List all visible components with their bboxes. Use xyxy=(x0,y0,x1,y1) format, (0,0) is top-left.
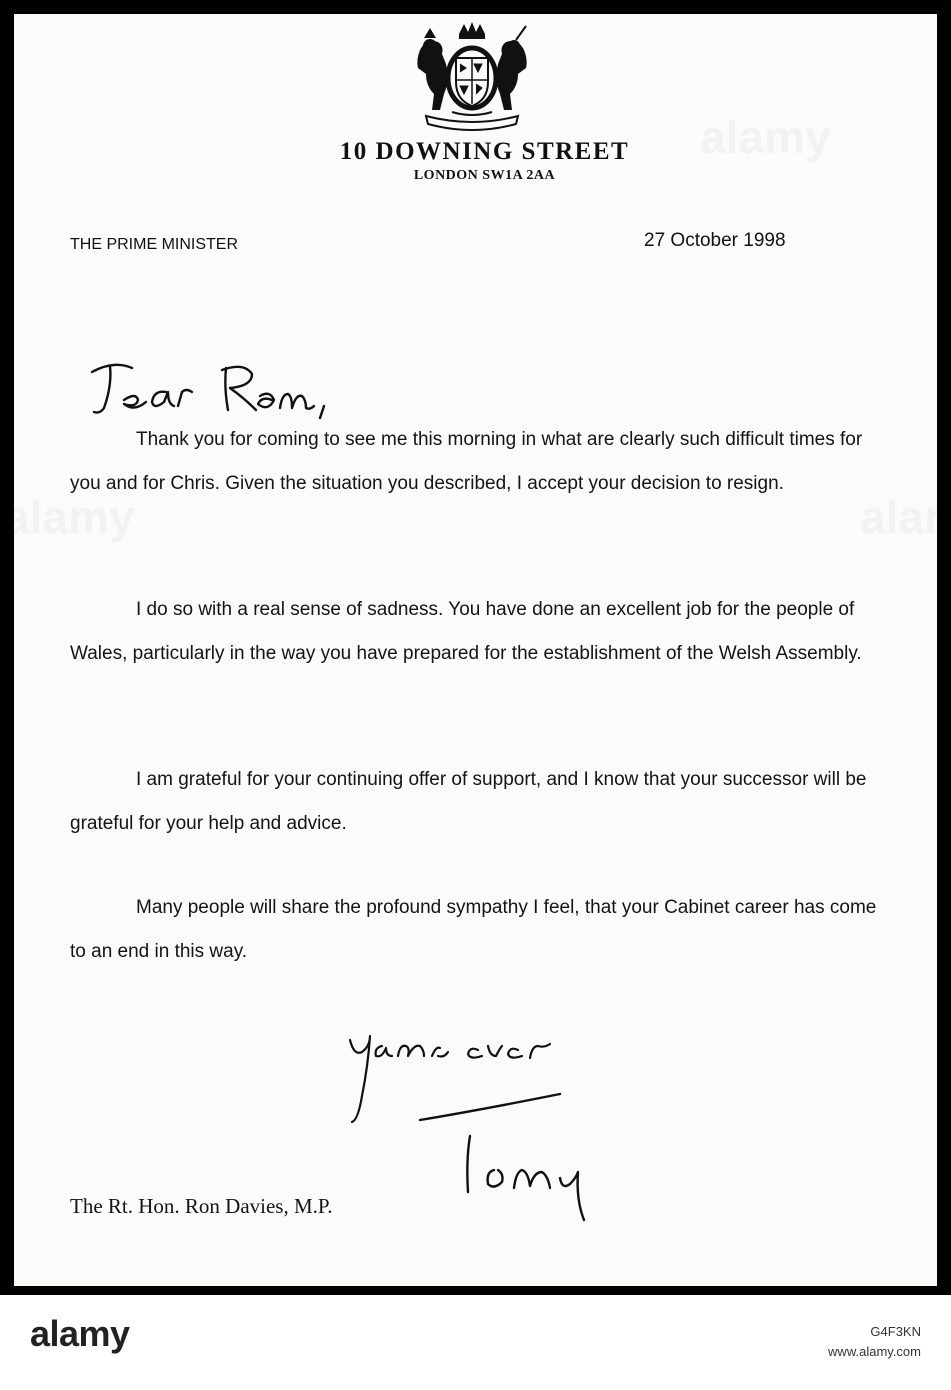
letter-paragraph: I do so with a real sense of sadness. You have done an excellent job for the people of Wales, particularly in the way you have prepared for the establishment of the Welsh Assembly. xyxy=(70,599,862,664)
letter-paragraph: Thank you for coming to see me this morning in what are clearly such difficult times for you and for Chris. Given the situation you described, I accept your decision to resign. xyxy=(70,429,863,494)
recipient-name: The Rt. Hon. Ron Davies, M.P. xyxy=(70,1194,333,1218)
royal-coat-of-arms-icon xyxy=(412,20,532,132)
letter-date: 27 October 1998 xyxy=(644,230,786,251)
sender-title: THE PRIME MINISTER xyxy=(70,236,239,253)
stock-url: www.alamy.com xyxy=(828,1344,921,1359)
letter-paragraph: Many people will share the profound sympathy I feel, that your Cabinet career has come to an end in this way. xyxy=(70,897,877,962)
letter-paragraph: I am grateful for your continuing offer of support, and I know that your successor will be grateful for your help and advice. xyxy=(70,769,867,834)
handwritten-signature xyxy=(410,1080,600,1230)
stock-id: G4F3KN xyxy=(870,1324,921,1339)
letterhead-address: 10 DOWNING STREET xyxy=(339,138,630,165)
stock-footer xyxy=(0,1295,951,1390)
handwritten-salutation xyxy=(84,352,364,424)
letterhead-postcode: LONDON SW1A 2AA xyxy=(413,168,556,183)
stock-info xyxy=(828,1322,921,1362)
alamy-logo: alamy xyxy=(30,1313,130,1354)
